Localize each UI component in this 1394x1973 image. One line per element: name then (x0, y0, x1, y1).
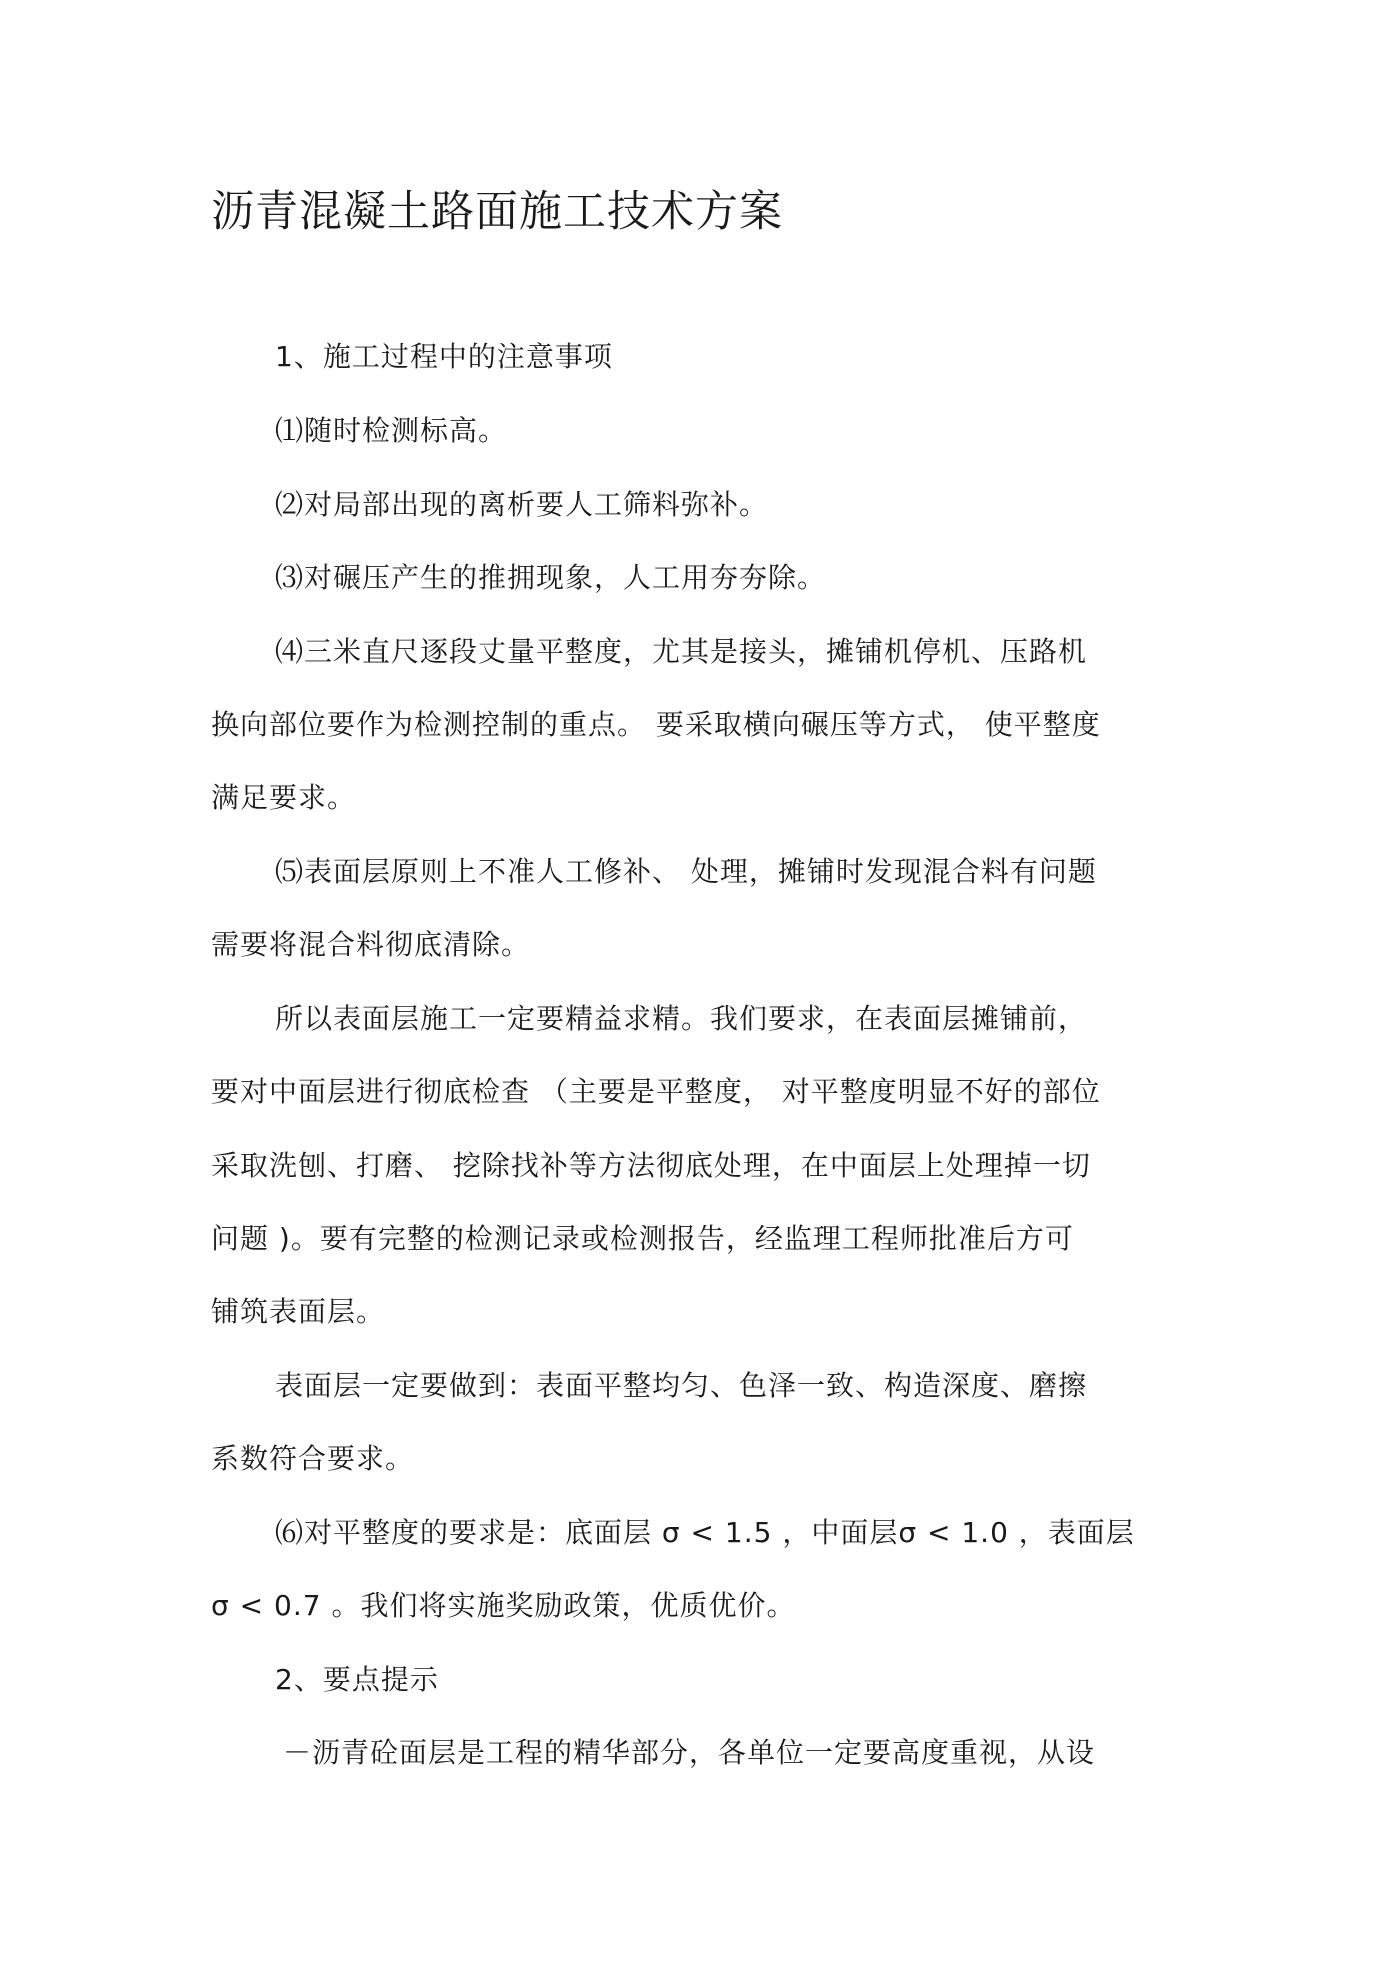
section-heading-1: 1、施工过程中的注意事项 (275, 340, 613, 373)
paragraph-1-line-5: 铺筑表面层。 (211, 1295, 386, 1328)
item-6-line-1: ⑹对平整度的要求是：底面层 σ < 1.5 ，中面层σ < 1.0 ，表面层 (275, 1516, 1135, 1549)
item-6-line-2: σ < 0.7 。我们将实施奖励政策，优质优价。 (211, 1589, 796, 1622)
paragraph-1-line-3: 采取洗刨、打磨、 挖除找补等方法彻底处理，在中面层上处理掉一切 (211, 1149, 1091, 1182)
section-heading-2: 2、要点提示 (275, 1663, 439, 1696)
item-4-line-3: 满足要求。 (211, 781, 357, 814)
item-3 (275, 558, 826, 598)
item-1 (275, 411, 507, 451)
document-title: 沥青混凝土路面施工技术方案 (211, 187, 783, 237)
item-4-line-1: ⑷三米直尺逐段丈量平整度，尤其是接头，摊铺机停机、压路机 (275, 635, 1088, 668)
item-4-line-2: 换向部位要作为检测控制的重点。 要采取横向碾压等方式， 使平整度 (211, 708, 1101, 741)
item-2 (275, 485, 768, 525)
item-3-text: ⑶对碾压产生的推拥现象，人工用夯夯除。 (275, 561, 827, 594)
paragraph-2-line-2: 系数符合要求。 (211, 1442, 415, 1475)
item-5-line-1: ⑸表面层原则上不准人工修补、 处理，摊铺时发现混合料有问题 (275, 855, 1097, 888)
paragraph-1-line-4: 问题 )。要有完整的检测记录或检测报告，经监理工程师批准后方可 (211, 1222, 1074, 1255)
paragraph-2-line-1: 表面层一定要做到：表面平整均匀、色泽一致、构造深度、磨擦 (275, 1369, 1088, 1402)
item-2-text: ⑵对局部出现的离析要人工筛料弥补。 (275, 488, 769, 521)
paragraph-1-line-1: 所以表面层施工一定要精益求精。我们要求，在表面层摊铺前， (275, 1002, 1088, 1035)
item-5-line-2: 需要将混合料彻底清除。 (211, 928, 531, 961)
paragraph-1-line-2: 要对中面层进行彻底检查 （主要是平整度， 对平整度明显不好的部位 (211, 1075, 1101, 1108)
item-1-text: ⑴随时检测标高。 (275, 414, 508, 447)
bullet-line-1: －沥青砼面层是工程的精华部分，各单位一定要高度重视，从设 (283, 1736, 1096, 1769)
